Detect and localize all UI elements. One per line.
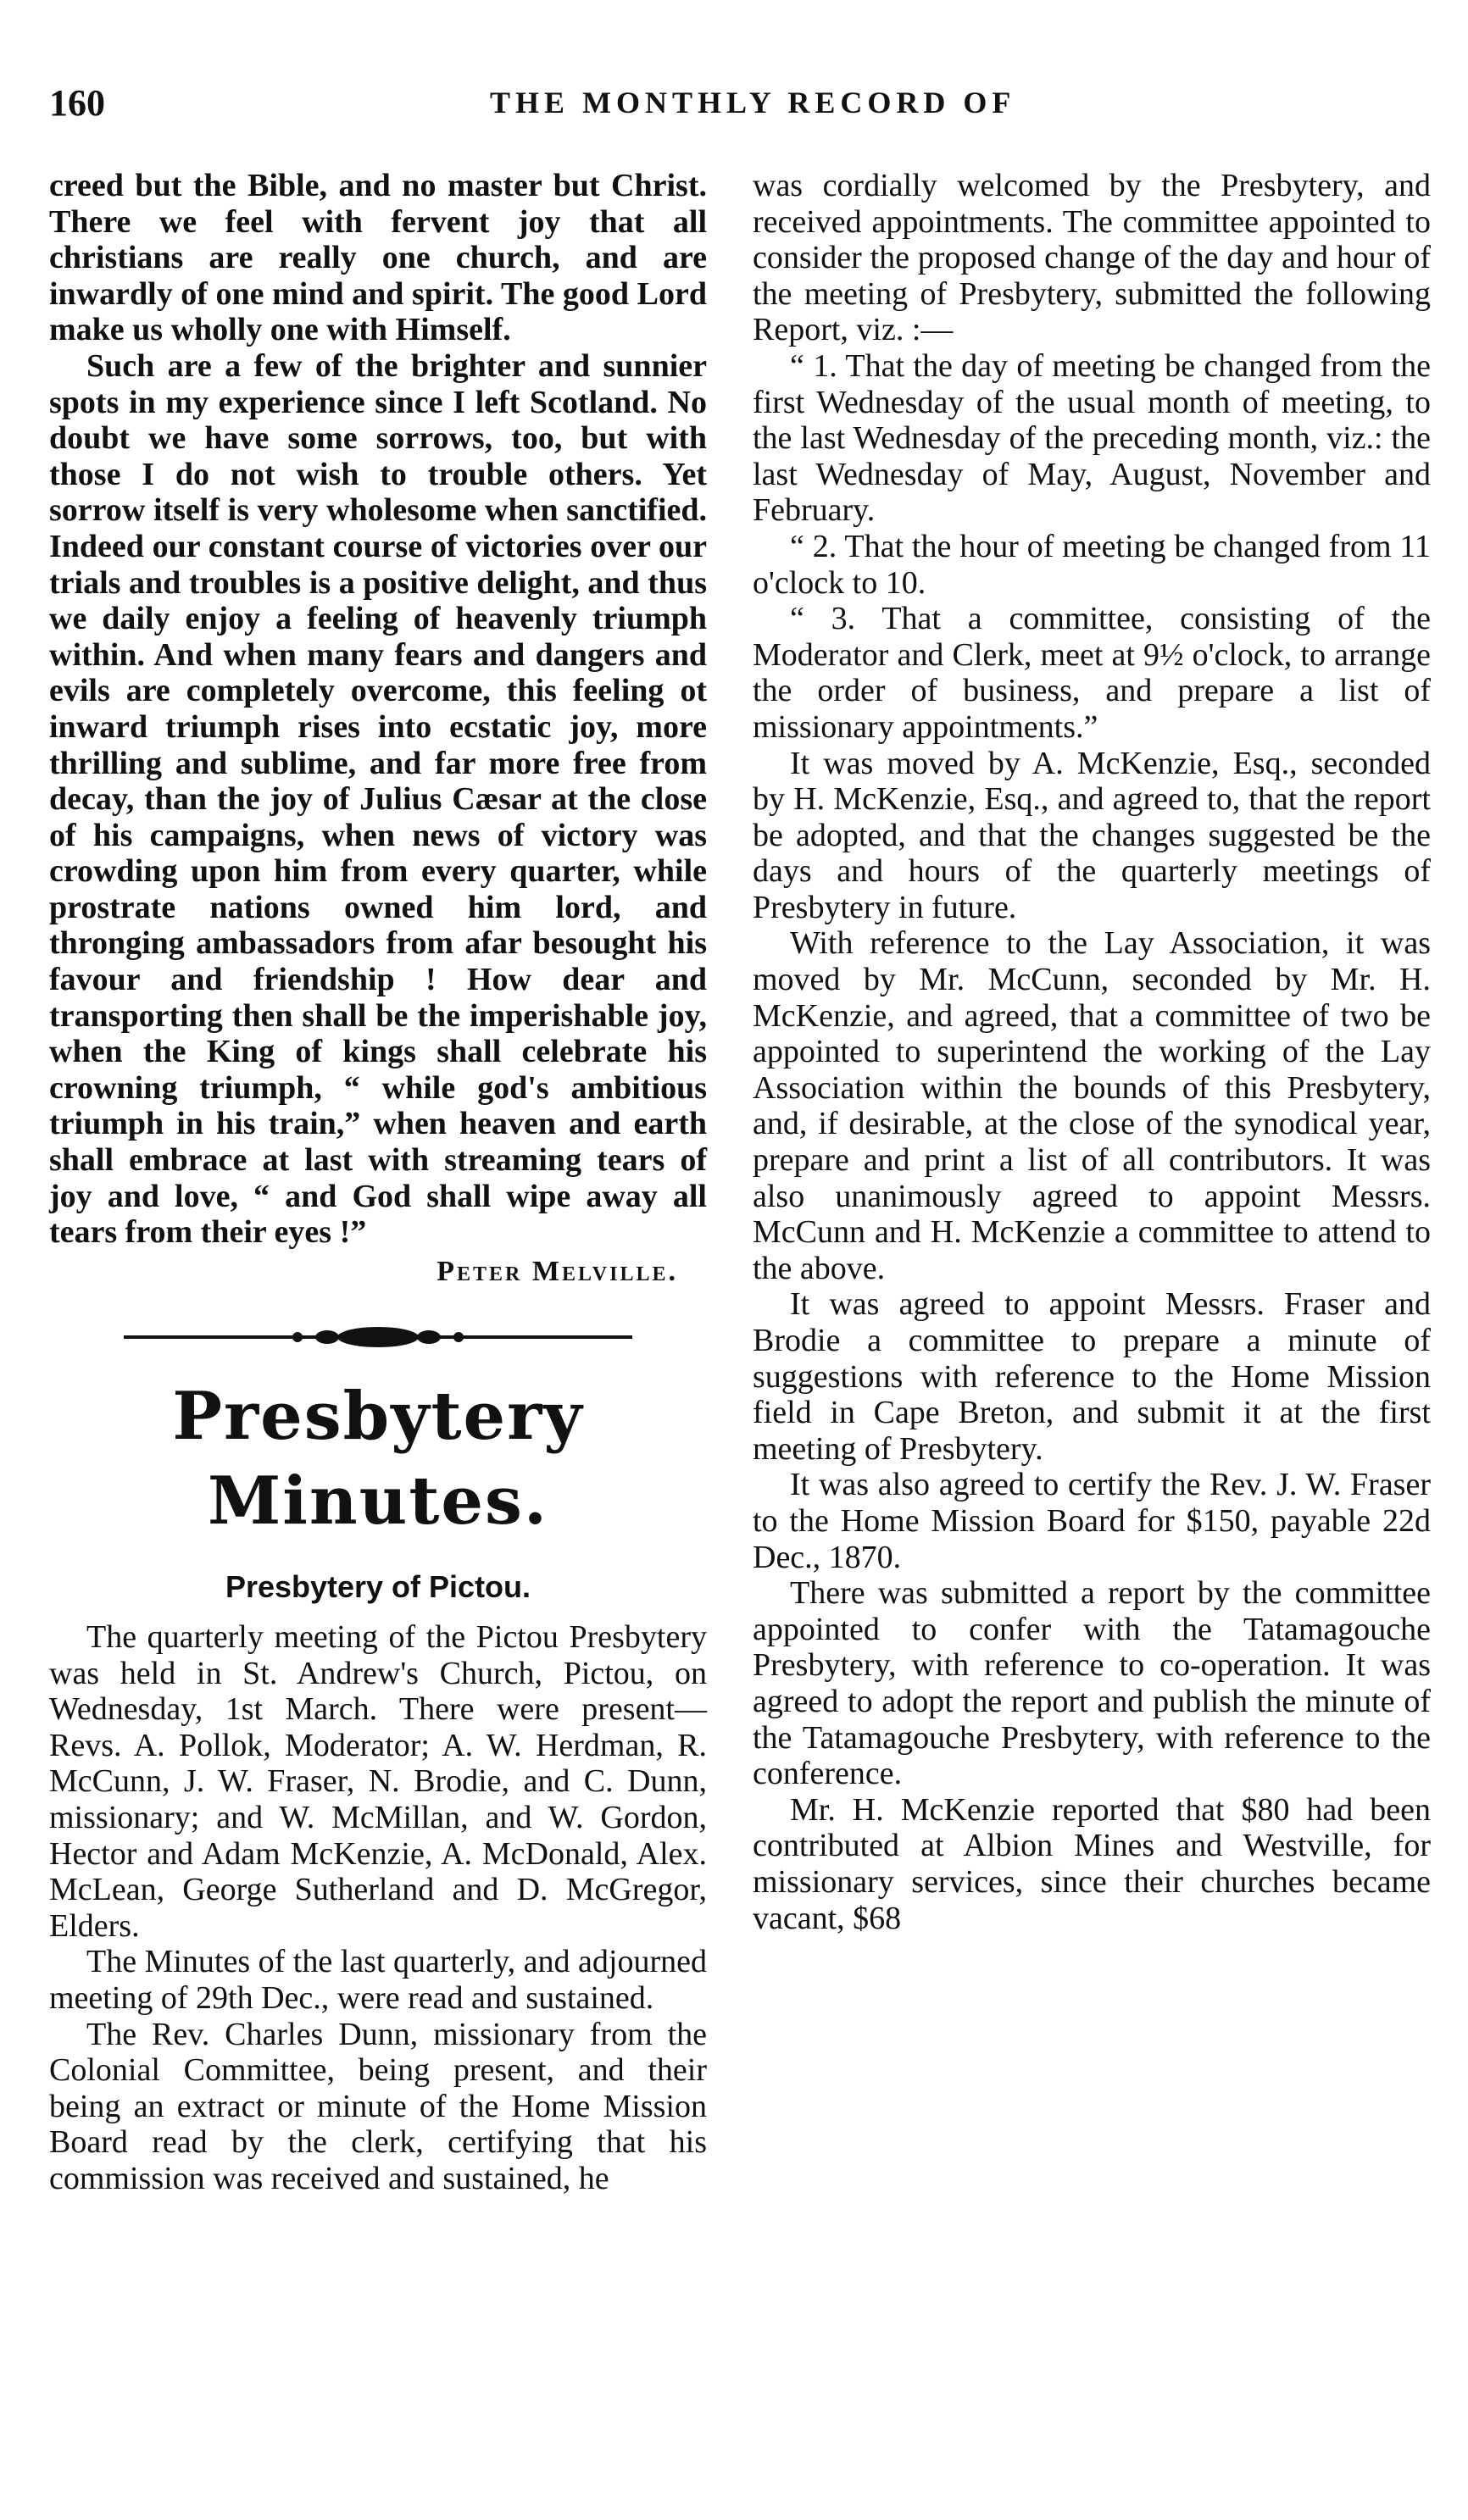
report-item: “ 3. That a committee, consisting of the Moderator and Clerk, meet at 9½ o'clock, to arrange the order of business, and prepare a list of missionary appointments.” [753, 601, 1431, 745]
minutes-paragraph: The quarterly meeting of the Pictou Presbytery was held in St. Andrew's Church, Pictou, on Wednesday, 1st March. There were present—Revs. A. Pollok, Moderator; A. W. Herdman, R. McCunn, J. W. Fraser, N. Brodie, and C. Dunn, missionary; and W. McMillan, and W. Gordon, Hector and Adam McKenzie, A. McDonald, Alex. McLean, George Sutherland and D. McGregor, Elders. [49, 1619, 707, 1944]
minutes-paragraph: With reference to the Lay Association, it was moved by Mr. McCunn, seconded by Mr. H. McKenzie, and agreed, that a committee of two be appointed to superintend the working of the Lay Association within the bounds of this Presbytery, and, if desirable, at the close of the synodical year, prepare and print a list of all contributors. It was also unanimously agreed to appoint Messrs. McCunn and H. McKenzie a committee to attend to the above. [753, 925, 1431, 1286]
section-subtitle: Presbytery of Pictou. [225, 1569, 531, 1605]
left-column [49, 168, 707, 2197]
letter-signature: Peter Melville. [437, 1255, 678, 1287]
minutes-paragraph: It was also agreed to certify the Rev. J. W. Fraser to the Home Mission Board for $150, payable 22d Dec., 1870. [753, 1467, 1431, 1575]
report-item: “ 2. That the hour of meeting be changed from 11 o'clock to 10. [753, 528, 1431, 601]
letter-paragraph: Such are a few of the brighter and sunnier spots in my experience since I left Scotland. No doubt we have some sorrows, too, but with those I do not wish to trouble others. Yet sorrow itself is very wholesome when sanctified. Indeed our constant course of victories over our trials and troubles is a positive delight, and thus we daily enjoy a feeling of heavenly triumph within. And when many fears and dangers and evils are completely overcome, this feeling ot inward triumph rises into ecstatic joy, more thrilling and sublime, and far more free from decay, than the joy of Julius Cæsar at the close of his campaigns, when news of victory was crowding upon him from every quarter, while prostrate nations owned him lord, and thronging ambassadors from afar besought his favour and friendship ! How dear and transporting then shall be the imperishable joy, when the King of kings shall celebrate his crowning triumph, “ while god's ambitious triumph in his train,” when heaven and earth shall embrace at last with streaming tears of joy and love, “ and God shall wipe away all tears from their eyes !” [49, 347, 707, 1251]
running-head [49, 81, 1431, 132]
letter-paragraph: creed but the Bible, and no master but Christ. There we feel with fervent joy that all christians are really one church, and are inwardly of one mind and spirit. The good Lord make us wholly one with Himself. [49, 168, 707, 348]
section-title: Presbytery Minutes. [172, 1378, 584, 1540]
journal-title: THE MONTHLY RECORD OF [490, 86, 1016, 119]
right-column [753, 168, 1431, 1936]
minutes-paragraph: There was submitted a report by the committee appointed to confer with the Tatamagouche Presbytery, with reference to co-operation. It was agreed to adopt the report and publish the minute of the Tatamagouche Presbytery, with reference to the conference. [753, 1575, 1431, 1792]
minutes-body [49, 1619, 707, 2197]
minutes-paragraph: was cordially welcomed by the Presbytery, and received appointments. The committee appointed to consider the proposed change of the day and hour of the meeting of Presbytery, submitted the following Report, viz. :— [753, 168, 1431, 348]
minutes-paragraph: The Rev. Charles Dunn, missionary from the Colonial Committee, being present, and their being an extract or minute of the Home Mission Board read by the clerk, certifying that his commission was received and sustained, he [49, 2016, 707, 2196]
minutes-paragraph: The Minutes of the last quarterly, and adjourned meeting of 29th Dec., were read and sustained. [49, 1944, 707, 2016]
minutes-paragraph: Mr. H. McKenzie reported that $80 had been contributed at Albion Mines and Westville, for missionary services, since their churches became vacant, $68 [753, 1791, 1431, 1936]
page-number: 160 [49, 82, 105, 124]
ornamental-divider [124, 1320, 632, 1354]
report-item: “ 1. That the day of meeting be changed from the first Wednesday of the usual month of meeting, to the last Wednesday of the preceding month, viz.: the last Wednesday of May, August, November and February. [753, 347, 1431, 529]
minutes-paragraph: It was agreed to appoint Messrs. Fraser and Brodie a committee to prepare a minute of suggestions with reference to the Home Mission field in Cape Breton, and submit it at the first meeting of Presbytery. [753, 1286, 1431, 1467]
minutes-paragraph: It was moved by A. McKenzie, Esq., seconded by H. McKenzie, Esq., and agreed to, that the report be adopted, and that the changes suggested be the days and hours of the quarterly meetings of Presbytery in future. [753, 745, 1431, 925]
